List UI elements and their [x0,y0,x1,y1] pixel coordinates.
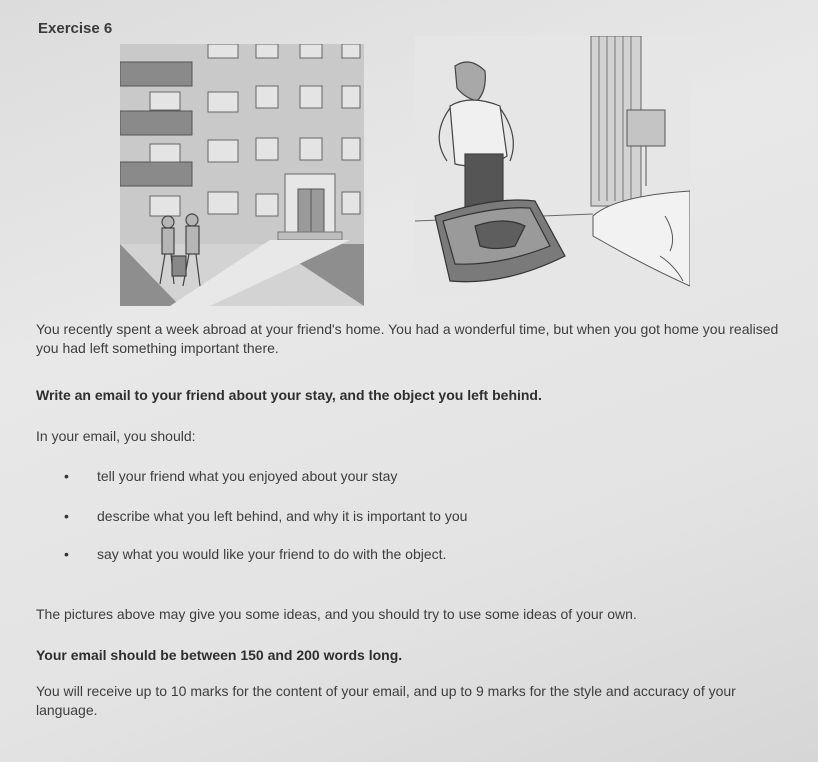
bullet-text: say what you would like your friend to do with the object. [97,546,447,562]
marks-paragraph: You will receive up to 10 marks for the content of your email, and up to 9 marks for the style and accuracy of your language. [36,683,736,718]
apartment-building-illustration [120,44,364,306]
word-count-instruction: Your email should be between 150 and 200 words long. [36,647,403,663]
intro-paragraph: You recently spent a week abroad at your friend's home. You had a wonderful time, but when you got home you realised you had left something important there. [36,321,779,356]
bullet-dot-icon: • [64,468,69,484]
bullet-dot-icon: • [64,508,69,524]
bullet-dot-icon: • [64,546,69,562]
bullet-text: tell your friend what you enjoyed about your stay [97,468,398,484]
task-instruction: Write an email to your friend about your stay, and the object you left behind. [36,387,542,403]
packing-suitcase-illustration [415,36,690,296]
bullet-text: describe what you left behind, and why it is important to you [97,508,468,524]
exercise-heading: Exercise 6 [38,20,113,37]
should-intro: In your email, you should: [36,428,196,444]
ideas-paragraph: The pictures above may give you some ideas, and you should try to use some ideas of your own. [36,606,637,622]
